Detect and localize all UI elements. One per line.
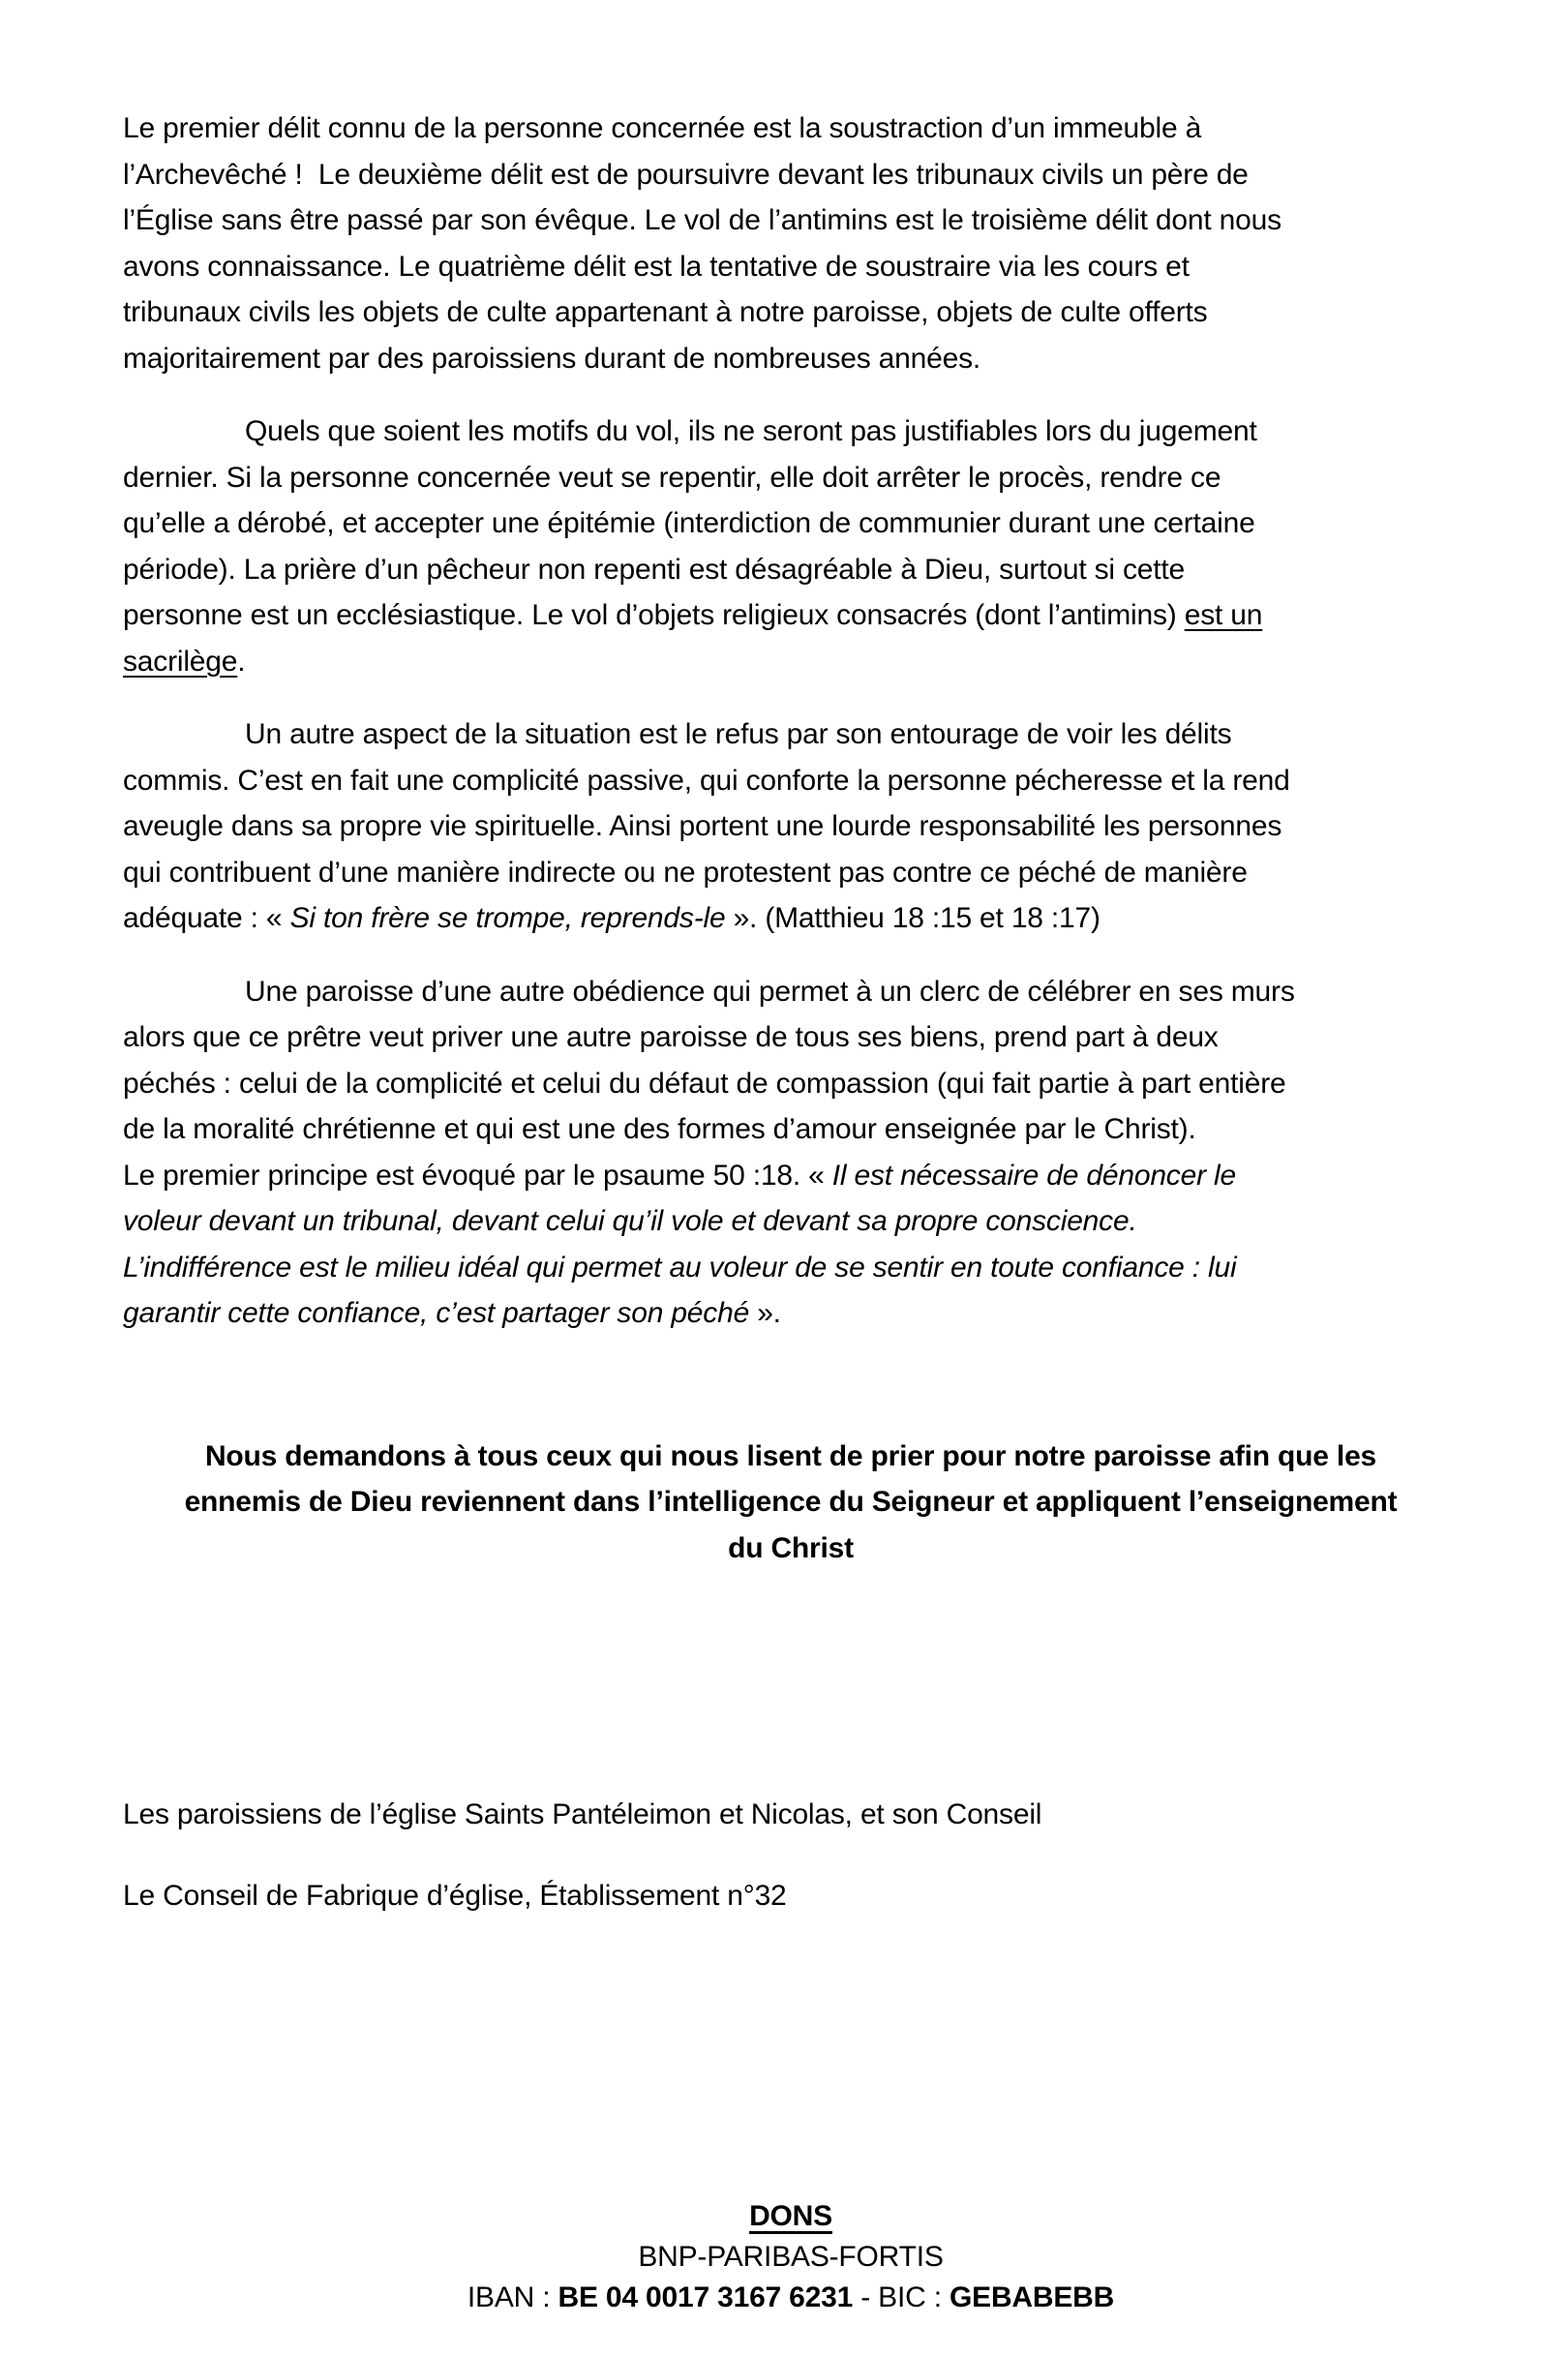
appeal-line: du Christ [728,1531,854,1564]
italic-quote: garantir cette confiance, c’est partager son péché [123,1297,750,1329]
paragraph-3-line: aveugle dans sa propre vie spirituelle. Ainsi portent une lourde responsabilité les personnes [123,810,1282,842]
paragraph-3-line: qui contribuent d’une manière indirecte ou ne protestent pas contre ce péché de manière [123,856,1248,889]
paragraph-1-line: Le premier délit connu de la personne concernée est la soustraction d’un immeuble à [123,112,1202,144]
paragraph-4-line: alors que ce prêtre veut priver une autre paroisse de tous ses biens, prend part à deux [123,1021,1219,1053]
paragraph-3-text: adéquate : « [123,902,290,934]
iban-label: IBAN : [467,2281,558,2313]
paragraph-2-line: dernier. Si la personne concernée veut se repentir, elle doit arrêter le procès, rendre ce [123,461,1221,494]
appeal-paragraph [123,1434,1459,1572]
italic-quote: L’indifférence est le milieu idéal qui permet au voleur de se sentir en toute confiance : lui [123,1251,1237,1284]
paragraph-2 [123,408,1459,684]
paragraph-2-line: Quels que soient les motifs du vol, ils ne seront pas justifiables lors du jugement [245,415,1257,447]
paragraph-4 [123,969,1459,1337]
paragraph-1-line: tribunaux civils les objets de culte appartenant à notre paroisse, objets de culte offerts [123,296,1208,328]
donations-title-line [123,2196,1459,2237]
paragraph-4-text: Le premier principe est évoqué par le psaume 50 :18. « [123,1159,832,1192]
paragraph-1-line: avons connaissance. Le quatrième délit est la tentative de soustraire via les cours et [123,250,1190,283]
paragraph-3 [123,711,1459,942]
paragraph-4-text: ». [749,1297,781,1329]
underlined-phrase: sacrilège [123,645,238,678]
paragraph-4-line [123,1153,1459,1199]
paragraph-4-line [123,1198,1459,1245]
paragraph-4-line: de la moralité chrétienne et qui est une des formes d’amour enseignée par le Christ). [123,1113,1196,1145]
paragraph-1-line: majoritairement par des paroissiens durant de nombreuses années. [123,342,981,375]
iban-line [123,2278,1459,2318]
paragraph-4-line: péchés : celui de la complicité et celui du défaut de compassion (qui fait partie à part entière [123,1067,1286,1100]
italic-quote: Il est nécessaire de dénoncer le [831,1159,1236,1192]
paragraph-4-line [123,1245,1459,1291]
paragraph-2-line [123,639,1459,685]
signature-parishioners: Les paroissiens de l’église Saints Pantéleimon et Nicolas, et son Conseil [123,1798,1042,1830]
paragraph-2-text: personne est un ecclésiastique. Le vol d’objets religieux consacrés (dont l’antimins) [123,599,1185,631]
paragraph-4-line: Une paroisse d’une autre obédience qui permet à un clerc de célébrer en ses murs [245,975,1295,1008]
paragraph-1-line: l’Église sans être passé par son évêque. Le vol de l’antimins est le troisième délit dont nous [123,204,1282,236]
document-content [123,106,1459,2318]
paragraph-1 [123,106,1459,381]
underlined-phrase: est un [1184,599,1263,631]
appeal-line: ennemis de Dieu reviennent dans l’intelligence du Seigneur et appliquent l’enseignement [184,1486,1398,1518]
paragraph-3-line: Un autre aspect de la situation est le refus par son entourage de voir les délits [245,718,1232,750]
paragraph-3-line [123,895,1459,942]
bic-code: GEBABEBB [950,2281,1115,2313]
bic-separator: - BIC : [853,2281,950,2313]
iban-number: BE 04 0017 3167 6231 [558,2281,854,2313]
bank-name: BNP-PARIBAS-FORTIS [638,2241,944,2273]
paragraph-2-line: qu’elle a dérobé, et accepter une épitémie (interdiction de communier durant une certaine [123,507,1255,539]
paragraph-3-line: commis. C’est en fait une complicité passive, qui conforte la personne pécheresse et la rend [123,764,1290,797]
paragraph-3-text: ». (Matthieu 18 :15 et 18 :17) [725,902,1101,934]
donations-title: DONS [749,2200,832,2232]
paragraph-2-line [123,592,1459,639]
paragraph-2-line: période). La prière d’un pêcheur non repenti est désagréable à Dieu, surtout si cette [123,553,1186,586]
paragraph-4-line [123,1290,1459,1337]
paragraph-1-line: l’Archevêché ! Le deuxième délit est de poursuivre devant les tribunaux civils un père de [123,158,1249,191]
paragraph-2-text: . [237,645,246,678]
appeal-line: Nous demandons à tous ceux qui nous lisent de prier pour notre paroisse afin que les [204,1439,1377,1472]
italic-quote: Si ton frère se trompe, reprends-le [289,902,726,934]
italic-quote: voleur devant un tribunal, devant celui qu’il vole et devant sa propre conscience. [123,1205,1137,1237]
signature-council: Le Conseil de Fabrique d’église, Établissement n°32 [123,1879,787,1912]
donations-section [123,2196,1459,2318]
